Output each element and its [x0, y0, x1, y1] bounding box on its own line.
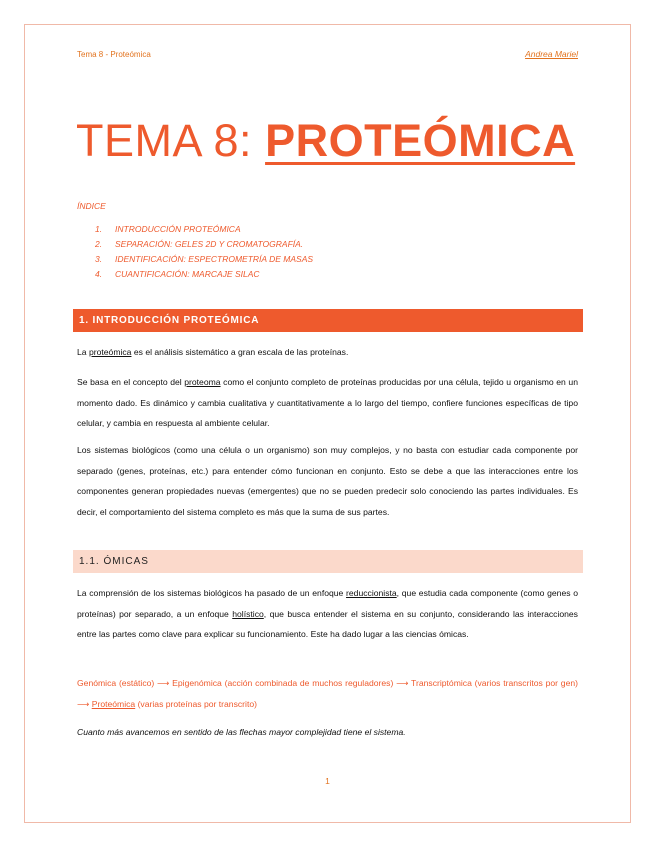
index-item[interactable]: 2. SEPARACIÓN: GELES 2D Y CROMATOGRAFÍA. — [95, 239, 304, 249]
complexity-note: Cuanto más avancemos en sentido de las flechas mayor complejidad tiene el sistema. — [77, 727, 406, 737]
title-prefix: TEMA 8: — [76, 115, 266, 166]
title-topic: PROTEÓMICA — [265, 115, 576, 166]
index-item[interactable]: 3. IDENTIFICACIÓN: ESPECTROMETRÍA DE MASAS — [95, 254, 314, 264]
page-number: 1 — [325, 776, 330, 786]
term-proteoma: proteoma — [184, 377, 221, 387]
term-holistico: holístico — [232, 608, 264, 619]
term-proteomica-flow: Proteómica — [91, 698, 136, 709]
section-heading-introduccion: 1. INTRODUCCIÓN PROTEÓMICA — [73, 309, 583, 332]
subsection-heading-omicas: 1.1. ÓMICAS — [73, 550, 583, 573]
paragraph-proteoma: Se basa en el concepto del proteoma como el conjunto completo de proteínas producidas por una célula, tejido u organismo en un momento dado. Es dinámico y cambia cualitativa y cuantitativamente a lo largo del tiempo, confiere funciones específicas de tipo celular, y cambia en respuesta al ambiente celular. — [77, 377, 578, 428]
header-author: Andrea Mariel — [525, 49, 578, 59]
term-reduccionista: reduccionista — [346, 588, 397, 598]
paragraph-definicion: La proteómica es el análisis sistemático a gran escala de las proteínas. — [77, 347, 349, 357]
term-proteomica: proteómica — [88, 347, 132, 357]
index-item[interactable]: 1. INTRODUCCIÓN PROTEÓMICA — [95, 224, 241, 234]
omics-flow: Genómica (estático) ⟶ Epigenómica (acción combinada de muchos reguladores) ⟶ Transcriptómica (varios transcritos por gen) ⟶ Proteómica (varias proteínas por transcrito) — [77, 678, 578, 709]
paragraph-enfoques: La comprensión de los sistemas biológicos ha pasado de un enfoque reduccionista, que estudia cada componente (como genes o proteínas) por separado, a un enfoque holístico, que busca entender el sistema en su conjunto, considerando las interacciones entre las partes como clave para explicar su funcionamiento. Este ha dado lugar a las ciencias ómicas. — [77, 588, 578, 639]
paragraph-sistemas: Los sistemas biológicos (como una célula o un organismo) son muy complejos, y no basta con estudiar cada componente por separado (genes, proteínas, etc.) para entender cómo funcionan en conjunto. Esto se debe a que las interacciones entre los componentes generan propiedades nuevas (emergentes) que no se pueden predecir solo conociendo las partes individuales. Es decir, el comportamiento del sistema completo es más que la suma de sus partes. — [77, 445, 578, 517]
index-list — [95, 222, 313, 282]
page-title — [76, 115, 576, 166]
index-item[interactable]: 4. CUANTIFICACIÓN: MARCAJE SILAC — [95, 269, 260, 279]
index-label: ÍNDICE — [77, 201, 106, 211]
header-doc-title: Tema 8 - Proteómica — [77, 50, 151, 59]
